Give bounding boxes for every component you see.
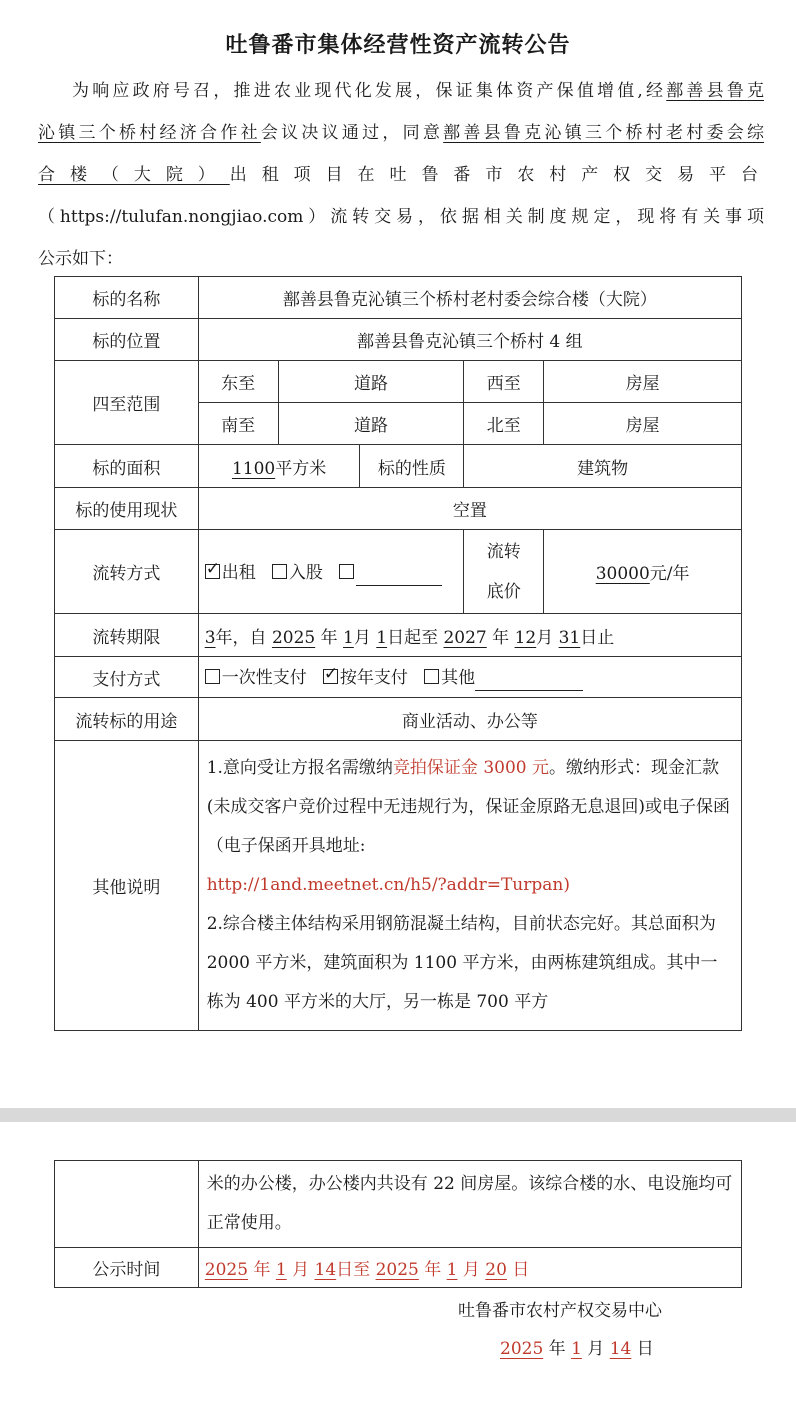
location-label: 标的位置: [55, 319, 199, 361]
price-value: [544, 530, 742, 614]
pay-other-checkbox-icon[interactable]: [424, 669, 439, 684]
mode-label: 流转方式: [55, 530, 199, 614]
term-years: 3: [204, 627, 216, 648]
page-2: [0, 1122, 796, 1409]
term-start-day: 1: [376, 627, 388, 648]
publicity-label: 公示时间: [55, 1248, 199, 1288]
footer-org: 吐鲁番市农村产权交易中心: [458, 1301, 662, 1321]
pub-end-year: 2025: [375, 1260, 419, 1280]
pay-once-label: 一次性支付: [221, 668, 307, 688]
pub-end-month: 1: [446, 1260, 458, 1280]
term-end-month: 12: [514, 627, 537, 648]
mode-share-label: 入股: [288, 562, 323, 583]
price-label: [464, 530, 544, 614]
pay-other-blank: [475, 670, 583, 691]
area-number: 1100: [231, 458, 276, 479]
term-end-day: 31: [558, 627, 581, 648]
term-text: 年，自: [215, 627, 272, 648]
term-label: 流转期限: [55, 614, 199, 657]
other-mode-blank: [356, 565, 442, 586]
footer-day: 14: [609, 1339, 632, 1359]
south-value: 道路: [278, 403, 464, 445]
pay-label: 支付方式: [55, 657, 199, 698]
intro-end: 公示如下：: [38, 249, 123, 269]
other-notes: [198, 741, 741, 1031]
info-table-continued: [54, 1160, 742, 1288]
area-label: 标的面积: [55, 445, 199, 488]
publicity-value: 2025 年 1 月 14日至 2025 年 1 月 20 日: [198, 1248, 741, 1288]
other-label-continued: [55, 1161, 199, 1248]
other-mode-checkbox-icon[interactable]: [339, 564, 354, 579]
other-label: 其他说明: [55, 741, 199, 1031]
pub-to: 日至: [336, 1260, 371, 1280]
price-label-2: 底价: [486, 581, 521, 602]
page-gap: [0, 1108, 796, 1122]
note2-text: 2.综合楼主体结构采用钢筋混凝土结构，目前状态完好。其总面积为 2000 平方米，建筑面积为 1100 平方米，由两栋建筑组成。其中一栋为 400 平方米的大厅，另一栋是 700 平方: [206, 914, 718, 1012]
east-label: 东至: [198, 361, 278, 403]
pub-start-year: 2025: [204, 1260, 249, 1280]
footer-year: 2025: [500, 1339, 544, 1359]
area-unit: 平方米: [275, 458, 327, 479]
pub-start-month: 1: [275, 1260, 287, 1280]
footer-date: 2025 年 1 月 14 日: [500, 1339, 654, 1359]
south-label: 南至: [198, 403, 278, 445]
price-unit: 元/年: [649, 564, 690, 584]
term-value: 3年，自 2025 年 1月 1日起至 2027 年 12月 31日止: [198, 614, 741, 657]
status-value: 空置: [198, 488, 741, 530]
term-start-year: 2025: [271, 627, 316, 648]
bounds-label: 四至范围: [55, 361, 199, 445]
nature-value: 建筑物: [464, 445, 742, 488]
north-value: 房屋: [544, 403, 742, 445]
term-start-month: 1: [343, 627, 354, 648]
mode-options: [198, 530, 464, 614]
pay-yearly-checkbox-icon[interactable]: [323, 669, 338, 684]
name-label: 标的名称: [55, 277, 199, 319]
intro-paragraph: [38, 70, 764, 280]
pay-yearly-label: 按年支付: [339, 668, 408, 688]
note1-url: http://1and.meetnet.cn/h5/?addr=Turpan): [206, 875, 570, 895]
pay-options: [198, 657, 741, 698]
intro-item-b: 合楼（大院）: [38, 165, 230, 185]
east-value: 道路: [278, 361, 464, 403]
note1-text-b: 。缴纳形式：现金汇款(未成交客户竞价过程中无违规行为，保证金原路无息退回)或电子保函（电子保函开具地址:: [206, 758, 730, 856]
status-label: 标的使用现状: [55, 488, 199, 530]
name-value: 鄯善县鲁克沁镇三个桥村老村委会综合楼（大院）: [198, 277, 741, 319]
north-label: 北至: [464, 403, 544, 445]
rent-checkbox-icon[interactable]: [205, 564, 220, 579]
use-value: 商业活动、办公等: [198, 698, 741, 741]
pub-start-day: 14: [314, 1260, 337, 1280]
info-table: [54, 276, 742, 1031]
mode-rent-label: 出租: [221, 562, 256, 583]
intro-org-a: 鄯善县鲁克: [666, 81, 765, 101]
intro-lead: 为响应政府号召，推进农业现代化发展，保证集体资产保值增值,经: [72, 81, 667, 101]
nature-label: 标的性质: [360, 445, 464, 488]
share-checkbox-icon[interactable]: [272, 564, 287, 579]
use-label: 流转标的用途: [55, 698, 199, 741]
intro-item-a: 鄯善县鲁克沁镇三个桥村老村委会综: [443, 123, 765, 143]
west-value: 房屋: [544, 361, 742, 403]
term-end-year: 2027: [443, 627, 487, 648]
page-title: 吐鲁番市集体经营性资产流转公告: [225, 32, 571, 58]
intro-mid: 会议决议通过，同意: [260, 123, 444, 143]
west-label: 西至: [464, 361, 544, 403]
footer-month: 1: [571, 1339, 582, 1359]
intro-org-b: 沁镇三个桥村经济合作社: [38, 123, 261, 143]
note2-continued: 米的办公楼，办公楼内共设有 22 间房屋。该综合楼的水、电设施均可正常使用。: [198, 1161, 741, 1248]
location-value: 鄯善县鲁克沁镇三个桥村 4 组: [198, 319, 741, 361]
pub-end-day: 20: [485, 1260, 507, 1280]
pay-once-checkbox-icon[interactable]: [205, 669, 220, 684]
note1-deposit: 竞拍保证金 3000 元: [392, 758, 550, 778]
intro-line3: 出租项目在吐鲁番市农村产权交易平台: [229, 165, 765, 185]
pay-other-label: 其他: [441, 668, 476, 688]
price-label-1: 流转: [486, 541, 521, 562]
intro-url-line: （https://tulufan.nongjiao.com）流转交易，依据相关制度规定，现将有关事项: [38, 207, 764, 227]
note1-text: 1.意向受让方报名需缴纳: [206, 758, 393, 778]
area-value: [198, 445, 360, 488]
price-number: 30000: [595, 564, 650, 584]
